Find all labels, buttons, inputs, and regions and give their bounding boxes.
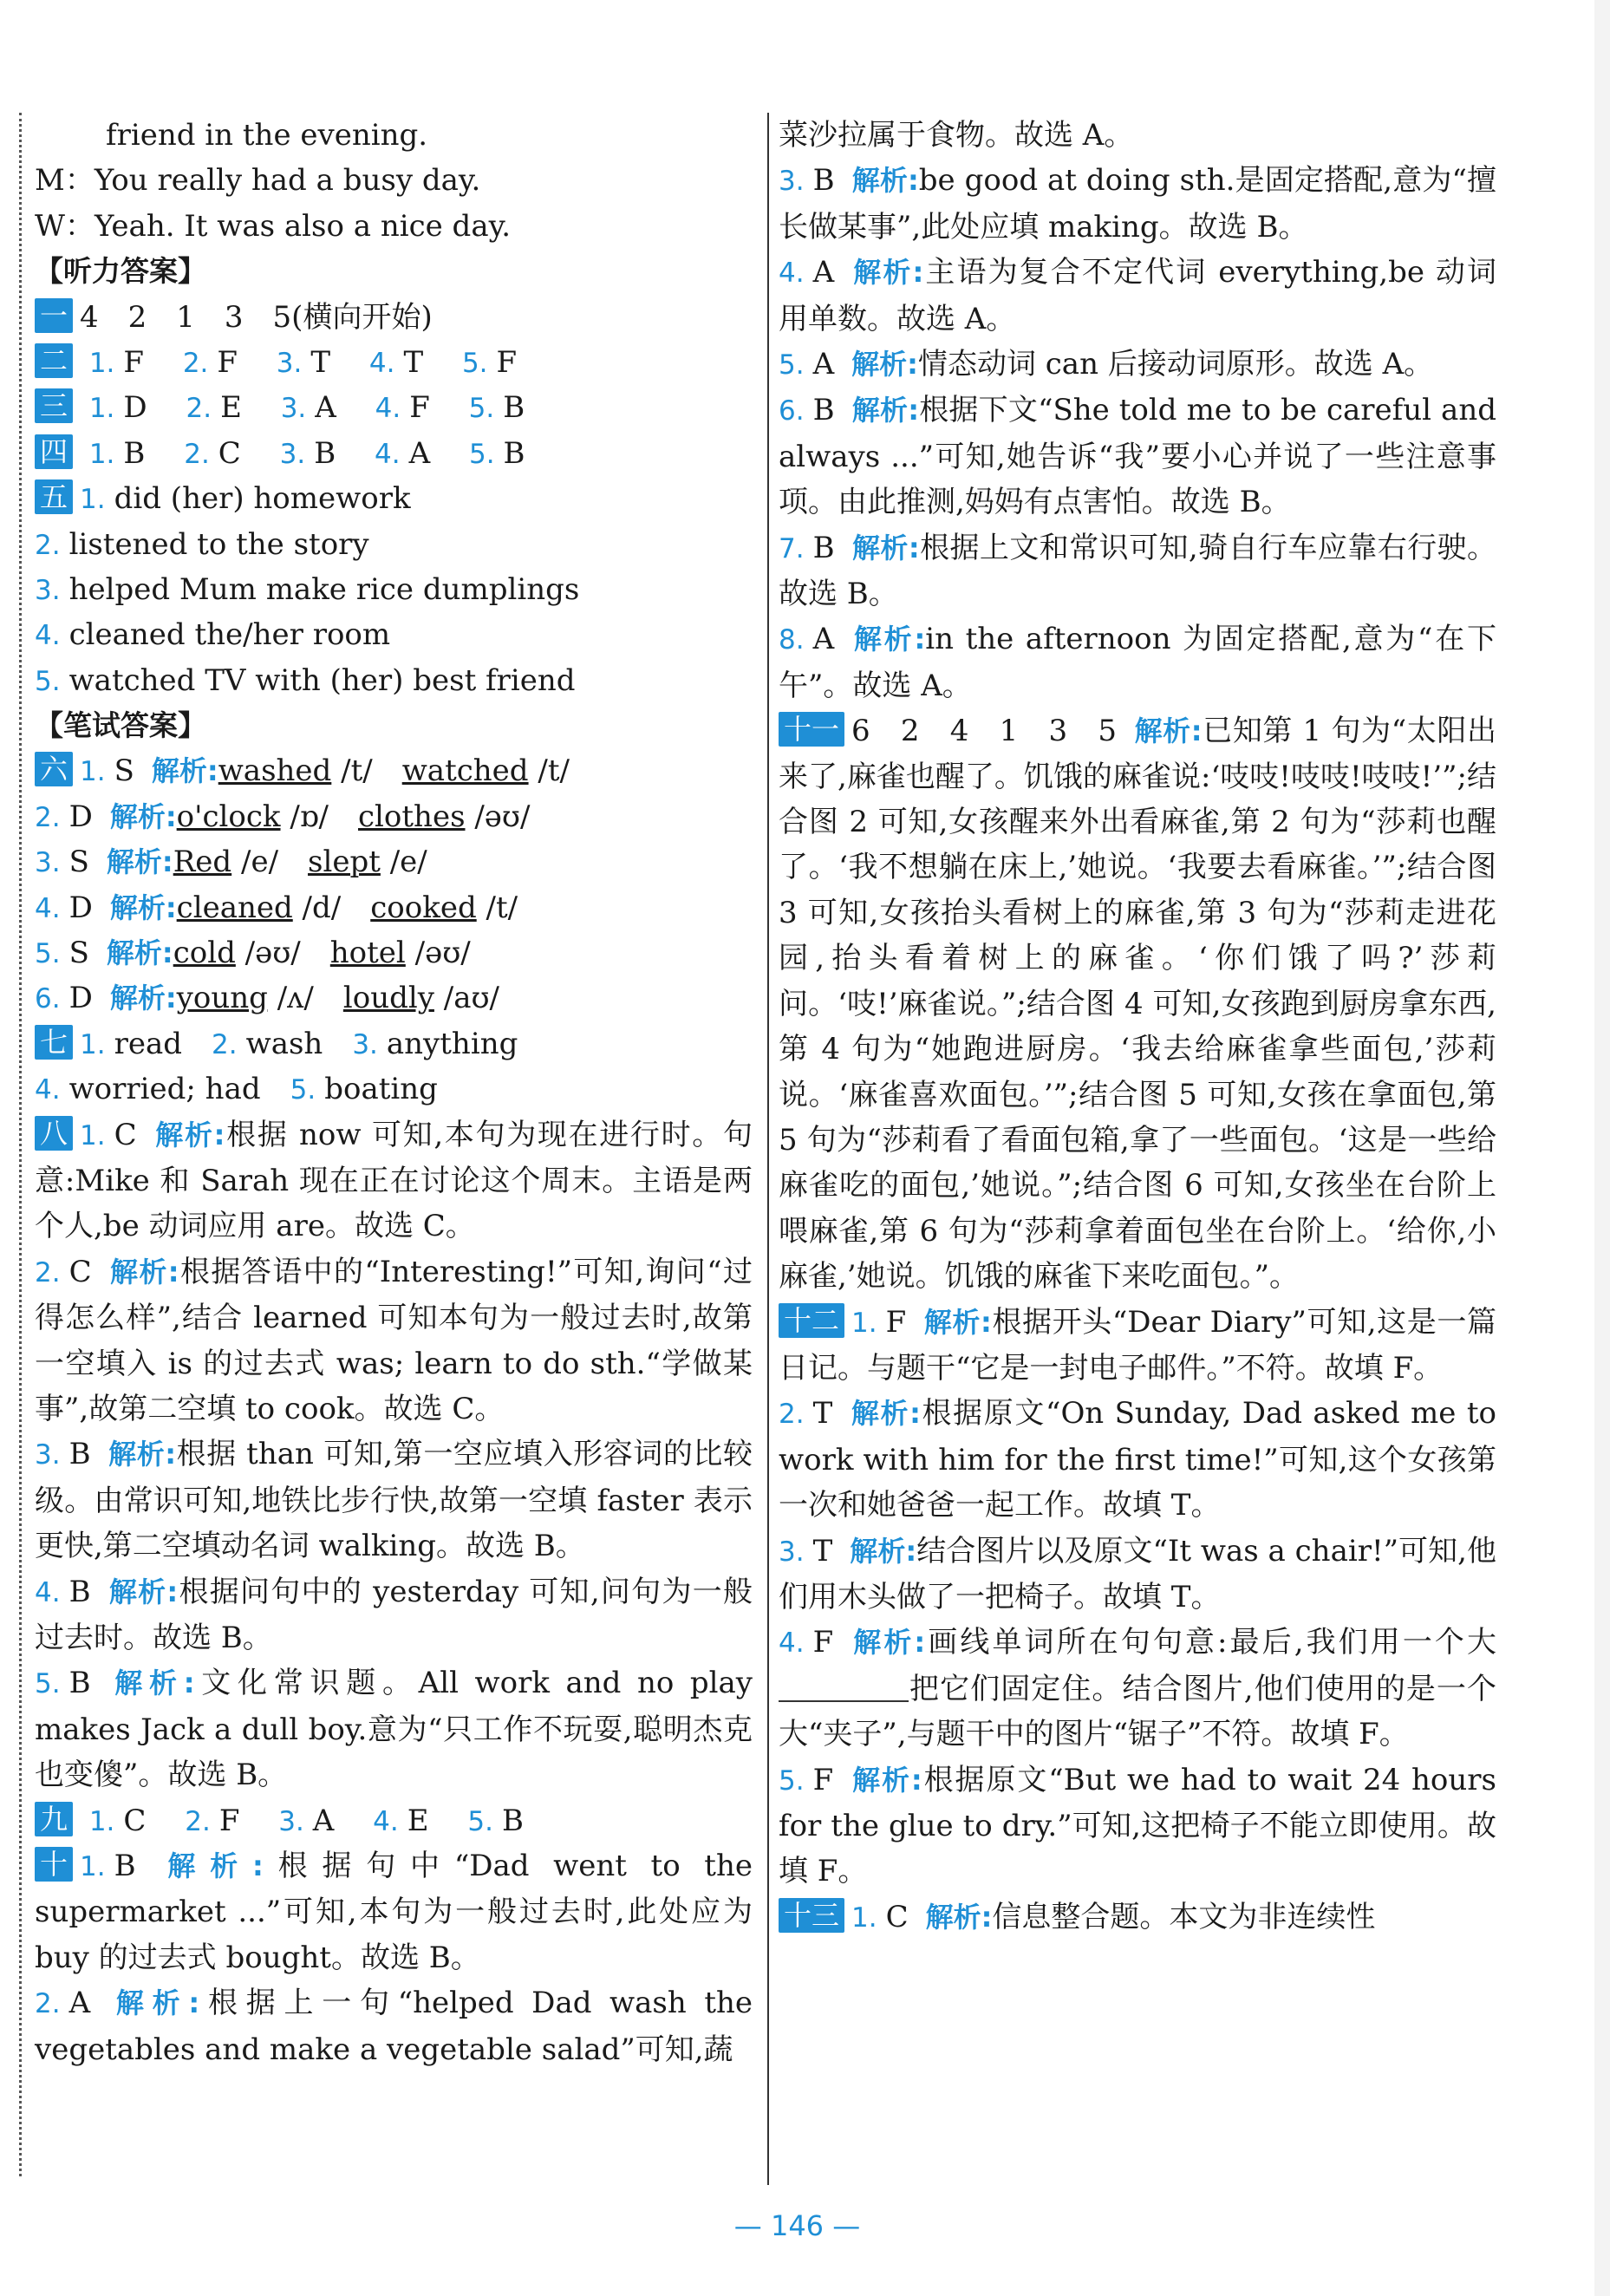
question-item [779,158,1496,250]
item-number: 4. [35,892,61,924]
answer: A [408,435,431,471]
question-item [779,525,1496,617]
section-tag: 一 [35,298,73,333]
analysis-label: 解析: [108,1255,179,1288]
analysis-label: 解析: [851,1626,926,1660]
word: cleaned [176,890,293,925]
item-number: 4. [375,438,401,470]
section-tag: 八 [35,1116,73,1151]
item-number: 1. [80,756,106,788]
analysis-text: 情态动词 can 后接动词原形。故选 A。 [917,347,1434,382]
answer: C [218,435,241,471]
section-1-answers [35,295,753,340]
analysis-label: 解析: [151,754,218,788]
answer: watched TV with (her) best friend [68,662,576,698]
question-item [779,342,1496,388]
question-item [779,616,1496,708]
analysis-label: 解析: [851,256,924,290]
section-12-item [779,1391,1496,1528]
right-column [779,113,1496,1941]
analysis-label: 解析: [153,1118,225,1151]
analysis-text: 主语为复合不定代词 everything,be 动词用单数。故选 A。 [779,255,1496,336]
section-8-item [35,1249,753,1432]
answer: B [68,1574,91,1609]
answer: A [312,1803,335,1838]
item-number: 3. [280,393,307,425]
analysis-label: 解析: [109,799,177,833]
question-item [779,388,1496,525]
analysis-label: 解析: [109,982,177,1015]
answer: T [403,344,424,380]
answer: S [68,936,89,971]
analysis-label: 解析: [106,845,173,879]
answer: did (her) homework [114,481,411,517]
section-8-item [35,1660,753,1797]
section-5-item [35,567,753,612]
dialogue-line: M：You really had a busy day. [35,163,481,199]
analysis-label: 解析: [108,1986,200,2020]
binding-dotted-line [19,113,22,2176]
phonetic: /aʊ/ [433,981,500,1016]
section-6-item [35,794,753,839]
analysis-text: 根据 now 可知,本句为现在进行时。句意:Mike 和 Sarah 现在正在讨论这个周末。主语是两个人,be 动词应用 are。故选 C。 [35,1117,753,1244]
dialogue-line: W：Yeah. It was also a nice day. [35,208,512,244]
item-number: 2. [35,1256,61,1288]
analysis-text: 根据问句中的 yesterday 可知,问句为一般过去时。故选 B。 [35,1574,753,1656]
continued-text: 菜沙拉属于食物。故选 A。 [779,118,1134,153]
item-number: 4. [35,620,61,652]
item-number: 2. [184,438,210,470]
item-number: 4. [779,1627,805,1660]
phonetic: /d/ [292,890,342,925]
word: cooked [370,890,477,925]
question-item [779,250,1496,342]
phonetic: /e/ [380,845,427,880]
analysis-text: 根据答语中的“Interesting!”可知,询问“过得怎么样”,结合 learned 可知本句为一般过去时,故第一空填入 is 的过去式 was; learn to do sth.“学做某事”,故第二空填 to cook。故选 C。 [35,1254,753,1427]
phonetic: /ʌ/ [267,981,314,1016]
analysis-label: 解析: [153,1849,264,1883]
answer: D [68,981,93,1016]
answer: F [218,1803,240,1838]
column-divider [767,113,769,2185]
answer: B [501,1803,524,1838]
answer: F [885,1304,907,1340]
item-number: 2. [182,347,209,379]
answer: F [409,390,430,426]
answer: cleaned the/her room [68,617,391,653]
dialogue-line: friend in the evening. [106,118,428,153]
item-number: 2. [185,1805,211,1837]
section-8-item [35,1112,753,1249]
item-number: 4. [779,258,805,290]
word: clothes [358,799,466,834]
phonetic: /əʊ/ [465,799,531,834]
item-number: 5. [467,1805,493,1837]
section-tag: 五 [35,479,73,514]
answer-text: 4 2 1 3 5(横向开始) [80,299,433,335]
answer: C [114,1117,137,1152]
section-6-item [35,930,753,975]
listening-answers-heading: 【听力答案】 [35,254,206,289]
phonetic: /əʊ/ [235,936,301,971]
section-5-item [35,658,753,703]
item-number: 2. [35,1988,61,2020]
item-number: 2. [186,393,212,425]
section-5-item [35,522,753,567]
item-number: 3. [35,574,61,606]
answer: T [812,1533,833,1569]
analysis-label: 解析: [109,890,177,924]
section-7-answers [35,1066,753,1112]
section-tag: 九 [35,1802,73,1836]
answer: listened to the story [68,526,369,562]
section-10-item [35,1843,753,1980]
word: hotel [329,936,406,971]
written-answers-heading: 【笔试答案】 [35,708,206,743]
item-number: 1. [80,484,106,516]
analysis-label: 解析: [850,1534,917,1568]
item-number: 7. [779,532,805,564]
item-number: 4. [375,393,401,425]
analysis-label: 解析: [108,1438,177,1471]
answer: B [812,530,835,565]
answer: A [68,1986,91,2021]
item-number: 1. [88,393,115,425]
item-number: 2. [35,801,61,833]
section-9-answers [35,1798,753,1843]
item-number: 5. [461,347,488,379]
phonetic: /t/ [476,890,518,925]
analysis-text: 已知第 1 句为“太阳出来了,麻雀也醒了。饥饿的麻雀说:‘吱吱!吱吱!吱吱!’”;结合图 2 可知,女孩醒来外出看麻雀,第 2 句为“莎莉也醒了。‘我不想躺在床上,’她说。‘我要去看麻雀。’”;结合图 3 可知,女孩抬头看树上的麻雀,第 3 句为“莎莉走进花园,抬头看着树上的麻雀。‘你们饿了吗?’莎莉问。‘吱!’麻雀说。”;结合图 4 可知,女孩跑到厨房拿东西,第 4 句为“她跑进厨房。‘我去给麻雀拿些面包,’莎莉说。‘麻雀喜欢面包。’”;结合图 5 可知,女孩在拿面包,第 5 句为“莎莉看了看面包箱,拿了一些面包。‘这是一些给麻雀吃的面包,’她说。”;结合图 6 可知,女孩坐在台阶上喂麻雀,第 6 句为“莎莉拿着面包坐在台阶上。‘给你,小麻雀,’她说。饥饿的麻雀下来吃面包。”。 [779,714,1496,1295]
item-number: 8. [779,624,805,656]
section-6-item [35,975,753,1021]
answer: F [217,344,238,380]
word: o'clock [176,799,281,834]
answer: A [812,255,835,290]
phonetic: /əʊ/ [405,936,471,971]
answer: C [123,1803,147,1838]
answer: S [68,845,89,880]
answer: B [812,163,835,199]
item-number: 1. [88,438,115,470]
analysis-text: 画线单词所在句句意:最后,我们用一个大 [925,1625,1496,1660]
answer: D [123,390,147,426]
analysis-label: 解析: [1133,714,1203,748]
answer: B [68,1437,91,1472]
item-number: 5. [35,665,61,697]
analysis-text: in the afternoon 为固定搭配,意为“在下午”。故选 A。 [779,622,1496,703]
item-number: 5. [468,393,495,425]
phonetic: /t/ [331,753,373,789]
phonetic: /e/ [231,845,279,880]
section-4-answers [35,431,753,476]
section-11-item [779,708,1496,1299]
answer: T [812,1396,833,1432]
section-tag: 十一 [779,712,844,747]
analysis-label: 解析: [923,1305,992,1339]
item-number: 4. [35,1576,61,1608]
section-2-answers [35,340,753,385]
item-number: 4. [35,1074,61,1106]
section-tag: 四 [35,434,73,469]
item-number: 1. [80,1028,106,1060]
answer: boating [324,1072,438,1107]
section-13-item [779,1895,1496,1941]
section-tag: 六 [35,752,73,786]
answer: A [315,390,336,426]
item-number: 2. [779,1399,805,1431]
answer: B [503,390,525,426]
answer: B [114,1849,136,1884]
section-6-item [35,748,753,793]
page-number: — 146 — [733,2209,861,2242]
analysis-label: 解析: [925,1900,993,1934]
answer: C [68,1254,92,1289]
fill-blank [779,1674,909,1702]
answer: D [68,890,93,925]
answer: A [812,347,835,382]
item-number: 5. [35,938,61,970]
section-3-answers [35,385,753,430]
answer: 6 2 4 1 3 5 [851,714,1117,749]
analysis-text: 根据开头“Dear Diary”可知,这是一篇日记。与题干“它是一封电子邮件。”不符。故填 F。 [779,1304,1496,1386]
answer: F [123,344,144,380]
answer: worried; had [68,1072,261,1107]
analysis-text: 信息整合题。本文为非连续性 [992,1899,1376,1934]
section-8-item [35,1569,753,1661]
item-number: 3. [779,1536,805,1568]
answer: A [812,622,835,657]
item-number: 1. [88,347,115,379]
answer: B [503,435,525,471]
analysis-label: 解析: [851,1763,922,1797]
item-number: 2. [212,1028,238,1060]
item-number: 3. [35,1439,61,1471]
analysis-label: 解析: [108,1667,195,1700]
left-column [35,113,753,2072]
section-12-item [779,1758,1496,1895]
item-number: 5. [290,1074,316,1106]
analysis-text: 根据原文“On Sunday, Dad asked me to work with him for the first time!”可知,这个女孩第一次和她爸爸一起工作。故填 T。 [779,1396,1496,1523]
answer: B [314,435,336,471]
item-number: 4. [373,1805,399,1837]
analysis-text: 把它们固定住。结合图片,他们使用的是一个大“夹子”,与题干中的图片“锯子”不符。故填 F。 [779,1671,1496,1752]
word: Red [173,845,232,880]
answer: E [220,390,242,426]
section-12-item [779,1620,1496,1757]
section-10-item [35,1980,753,2072]
answer: F [496,344,518,380]
answer: anything [386,1026,518,1061]
section-6-item [35,839,753,884]
analysis-text: 结合图片以及原文“It was a chair!”可知,他们用木头做了一把椅子。故填 T。 [779,1533,1496,1614]
item-number: 5. [779,349,805,382]
section-12-item [779,1300,1496,1392]
section-5-item [35,612,753,657]
answer: B [123,435,146,471]
item-number: 1. [88,1805,115,1837]
item-number: 4. [368,347,395,379]
analysis-text: 根据上文和常识可知,骑自行车应靠右行驶。故选 B。 [779,530,1496,612]
analysis-text: 根据下文“She told me to be careful and always ...”可知,她告诉“我”要小心并说了一些注意事项。由此推测,妈妈有点害怕。故选 B。 [779,393,1496,520]
item-number: 5. [779,1764,805,1797]
answer: B [812,393,835,428]
word: cold [173,936,236,971]
item-number: 6. [35,983,61,1015]
answer: F [812,1625,834,1660]
item-number: 1. [80,1119,106,1151]
item-number: 1. [80,1851,106,1883]
answer: wash [245,1026,323,1061]
answer: F [812,1762,834,1797]
item-number: 5. [468,438,495,470]
item-number: 3. [779,166,805,198]
section-tag: 十三 [779,1898,844,1933]
section-tag: 十 [35,1847,73,1882]
analysis-text: 根据原文“But we had to wait 24 hours for the glue to dry.”可知,这把椅子不能立即使用。故填 F。 [779,1762,1496,1889]
analysis-label: 解析: [851,164,919,198]
page-edge [1594,0,1610,2296]
item-number: 3. [279,438,306,470]
answer: E [407,1803,429,1838]
section-8-item [35,1432,753,1569]
analysis-text: 文化常识题。All work and no play makes Jack a dull boy.意为“只工作不玩耍,聪明杰克也变傻”。故选 B。 [35,1666,753,1793]
phonetic: /ɒ/ [280,799,329,834]
section-6-item [35,885,753,930]
analysis-text: 根据上一句“helped Dad wash the vegetables and make a vegetable salad”可知,蔬 [35,1986,753,2067]
section-tag: 十二 [779,1303,844,1338]
item-number: 6. [779,395,805,427]
answer: C [885,1899,909,1934]
word: loudly [342,981,434,1016]
analysis-text: 根据句中“Dad went to the supermarket ...”可知,本句为一般过去时,此处应为 buy 的过去式 bought。故选 B。 [35,1849,753,1975]
analysis-label: 解析: [106,936,173,970]
phonetic: /t/ [528,753,570,789]
analysis-text: 根据 than 可知,第一空应填入形容词的比较级。由常识可知,地铁比步行快,故第一空填 faster 表示更快,第二空填动名词 walking。故选 B。 [35,1437,753,1564]
analysis-label: 解析: [851,394,920,427]
analysis-label: 解析: [851,623,926,656]
answer: B [68,1666,91,1701]
answer: read [114,1026,183,1061]
item-number: 3. [35,847,61,879]
item-number: 3. [276,347,303,379]
section-7-answers [35,1021,753,1066]
section-12-item [779,1529,1496,1621]
analysis-label: 解析: [108,1575,179,1608]
word: young [176,981,268,1016]
item-number: 2. [35,529,61,561]
answer: T [310,344,331,380]
analysis-label: 解析: [851,348,918,382]
analysis-text: be good at doing sth.是固定搭配,意为“擅长做某事”,此处应填 making。故选 B。 [779,163,1496,245]
analysis-label: 解析: [851,531,920,564]
word: slept [308,845,381,880]
answer: helped Mum make rice dumplings [68,571,580,607]
item-number: 1. [851,1901,877,1934]
item-number: 1. [851,1307,877,1339]
word: watched [401,753,529,789]
item-number: 3. [278,1805,304,1837]
answer: S [114,753,134,789]
item-number: 3. [352,1028,378,1060]
section-tag: 二 [35,343,73,378]
section-5-item [35,476,753,521]
analysis-label: 解析: [850,1397,921,1431]
item-number: 5. [35,1668,61,1700]
section-tag: 三 [35,388,73,423]
word: washed [218,753,332,789]
section-tag: 七 [35,1025,73,1060]
answer: D [68,799,93,834]
